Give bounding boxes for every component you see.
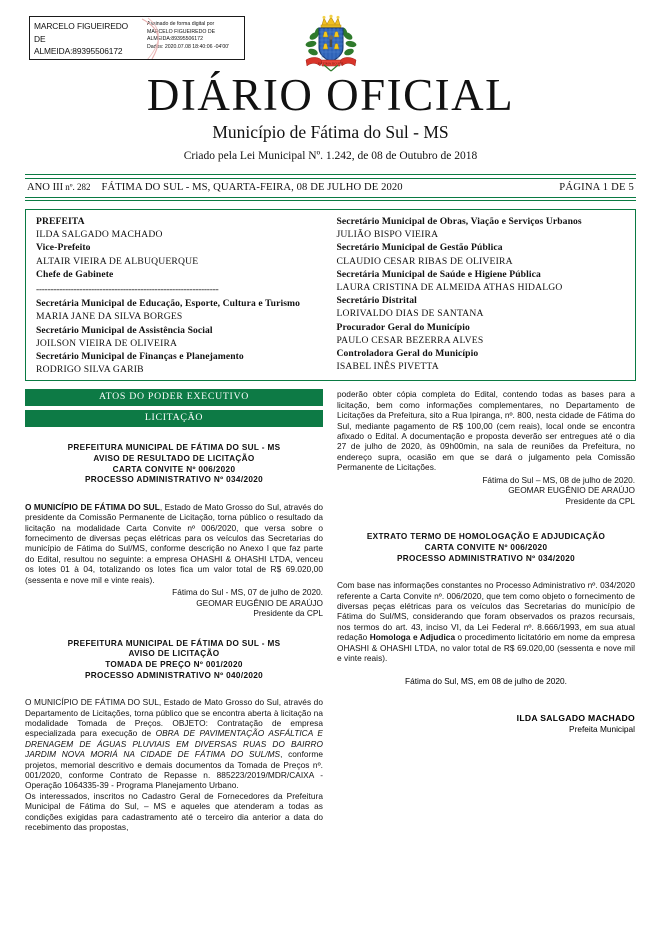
signature-detail-line-1: Assinado de forma digital por — [147, 21, 215, 27]
article1-sign-role: Presidente da CPL — [253, 608, 323, 619]
masthead-subtitle: Município de Fátima do Sul - MS — [212, 122, 449, 142]
official-name: MARIA JANE DA SILVA BORGES — [36, 311, 183, 323]
official-name: LORIVALDO DIAS DE SANTANA — [336, 308, 484, 320]
official-role: Procurador Geral do Município — [336, 321, 470, 333]
article1-heading-line-4: PROCESSO ADMINISTRATIVO Nº 034/2020 — [84, 475, 264, 485]
official-name: JULIÃO BISPO VIEIRA — [336, 229, 439, 241]
article3-heading-line-3: PROCESSO ADMINISTRATIVO Nº 034/2020 — [396, 553, 576, 563]
official-role: Secretário Municipal de Obras, Viação e Serviços Urbanos — [336, 216, 582, 227]
page-indicator: PÁGINA 1 DE 5 — [559, 181, 634, 193]
official-name: ISABEL INÊS PIVETTA — [336, 361, 439, 373]
article2-paragraph-2: Os interessados, inscritos no Cadastro Geral de Fornecedores da Prefeitura Municipal de Fátima do Sul, – MS e aqueles que atenderam a todas as condições exigidas para cadastramento até o terceiro dia anterior a data do recebimento das propostas, — [25, 790, 323, 833]
article3-heading-line-2: CARTA CONVITE Nº 006/2020 — [424, 543, 548, 553]
column-left — [25, 389, 323, 832]
article1-heading-line-3: CARTA CONVITE Nº 006/2020 — [112, 464, 236, 474]
section-bar-atos: ATOS DO PODER EXECUTIVO — [25, 389, 323, 406]
official-name: CLAUDIO CESAR RIBAS DE OLIVEIRA — [336, 255, 513, 267]
issue-number: nº. 282 — [65, 181, 91, 192]
officials-column-left — [26, 215, 331, 376]
official-role: Secretária Municipal de Educação, Esporte, Cultura e Turismo — [36, 298, 301, 310]
official-name: RODRIGO SILVA GARIB — [36, 364, 144, 376]
right-sign1-name: GEOMAR EUGÊNIO DE ARAÚJO — [508, 485, 635, 496]
article1-heading — [25, 443, 323, 485]
svg-text:FÁTIMA DO SUL: FÁTIMA DO SUL — [317, 61, 344, 66]
official-role: PREFEITA — [36, 216, 85, 227]
page-title: DIÁRIO OFICIAL — [146, 70, 515, 120]
article3-body — [337, 580, 635, 663]
issue-city-date: FÁTIMA DO SUL - MS, QUARTA-FEIRA, 08 DE JULHO DE 2020 — [101, 181, 403, 193]
official-name: JOILSON VIEIRA DE OLIVEIRA — [36, 337, 178, 349]
signature-name-line-2: DE — [34, 33, 46, 44]
article2-p1-object: OBRA DE PAVIMENTAÇÃO ASFÁLTICA E DRENAGEM DE ÁGUAS PLUVIAIS EM DIVERSAS RUAS DO BAIRRO JARDIM NOVA MORIÁ NA CIDADE DE FÁTIMA DO SUL/MS — [25, 728, 324, 760]
body-columns — [25, 389, 636, 832]
officials-box — [25, 209, 636, 381]
article1-lead: O MUNICÍPIO DE FÁTIMA DO SUL — [25, 501, 160, 512]
right-sign1-role: Presidente da CPL — [565, 495, 635, 506]
issue-year: ANO III — [27, 181, 64, 193]
right-sign1-place: Fátima do Sul – MS, 08 de julho de 2020. — [482, 474, 635, 485]
article2-heading-line-2: AVISO DE LICITAÇÃO — [128, 649, 220, 659]
signature-name-line-3: ALMEIDA:89395506172 — [34, 46, 123, 57]
article1-sign-place: Fátima do Sul - MS, 07 de julho de 2020. — [172, 587, 323, 598]
official-name: PAULO CESAR BEZERRA ALVES — [336, 334, 484, 346]
official-name: ALTAIR VIEIRA DE ALBUQUERQUE — [36, 255, 199, 267]
official-role: Controladora Geral do Município — [336, 348, 479, 360]
article3-heading — [337, 532, 635, 564]
signature-detail-line-3: ALMEIDA:89395506172 — [147, 36, 203, 43]
article1-heading-line-1: PREFEITURA MUNICIPAL DE FÁTIMA DO SUL - MS — [67, 443, 281, 453]
official-role: Secretário Municipal de Finanças e Planejamento — [36, 351, 244, 363]
article1-sign-name: GEOMAR EUGÊNIO DE ARAÚJO — [196, 597, 323, 608]
article3-heading-line-1: EXTRATO TERMO DE HOMOLOGAÇÃO E ADJUDICAÇÃO — [366, 532, 606, 542]
official-name: LAURA CRISTINA DE ALMEIDA ATHAS HIDALGO — [336, 282, 563, 294]
article3-body-part-b: o procedimento licitatório em nome da empresa OHASHI & OHASHI LTDA, no valor total de R$ 69.020,00 (sessenta e nove mil e vinte reais). — [337, 632, 636, 664]
official-role: Secretário Distrital — [336, 295, 417, 307]
article2-heading-line-1: PREFEITURA MUNICIPAL DE FÁTIMA DO SUL - MS — [67, 638, 281, 648]
coat-of-arms-icon — [298, 12, 364, 78]
article2-heading-line-3: TOMADA DE PREÇO Nº 001/2020 — [105, 660, 243, 670]
official-role: Secretária Municipal de Saúde e Higiene Pública — [336, 268, 541, 280]
right-continuation-paragraph: poderão obter cópia completa do Edital, contendo todas as bases para a licitação, bem como informações complementares, no Departamento de Licitações da Prefeitura, sito a Rua Ipiranga, nº. 800, nesta cidade de Fátima do Sul, mediante pagamento de R$ 100,00 (cem reais), local onde se encontra afixado o Edital. A documentação e proposta deverão ser entregues até o dia 27 de julho de 2020, às 09h00min, na sala de reuniões da Prefeitura, no endereço supra, ocasião em que se dará o julgamento pela Comissão Permanente de Licitações. — [337, 389, 635, 473]
masthead-law-line: Criado pela Lei Municipal Nº. 1.242, de 08 de Outubro de 2018 — [183, 150, 478, 162]
coat-of-arms — [0, 12, 661, 78]
issue-bar — [25, 174, 636, 201]
column-right — [337, 389, 635, 832]
official-role: Secretário Municipal de Gestão Pública — [336, 242, 503, 254]
article2-paragraph-1 — [25, 697, 323, 791]
official-role: Chefe de Gabinete — [36, 268, 114, 280]
official-role: Vice-Prefeito — [36, 242, 91, 254]
article3-sign-place: Fátima do Sul, MS, em 08 de julho de 2020. — [405, 675, 567, 686]
signature-detail-line-4: Dados: 2020.07.08 18:40:06 -04'00' — [147, 43, 230, 50]
official-name: ILDA SALGADO MACHADO — [36, 229, 163, 241]
article2-p1-part-a: O MUNICÍPIO DE FÁTIMA DO SUL, Estado de Mato Grosso do Sul, através do Departamento de Licitações, torna público que se encontra aberta à licitação na modalidade Tomada de Preços. OBJETO: Contratação de empresa especializada para execução de — [25, 697, 323, 739]
article1-body-text: , Estado de Mato Grosso do Sul, através do presidente da Comissão Permanente de Licitação, torna público o resultado da licitação na modalidade Carta Convite nº 006/2020, que versa sobre o fornecimento de diversas peças elétricas para os veículos das Secretarias do município de Fátima do Sul/MS, conforme descrição no Anexo I que faz parte do Edital, resultou no seguinte: a empresa OHASHI & OHASHI LTDA, venceu os lotes 01 à 04, totalizando os lotes fica um valor total de R$ 69.020,00 (sessenta e nove mil e vinte reais). — [25, 501, 324, 585]
official-role: Secretário Municipal de Assistência Social — [36, 324, 213, 336]
signature-detail-line-2: MARCELO FIGUEIREDO DE — [147, 28, 216, 35]
section-bar-licitacao: LICITAÇÃO — [25, 410, 323, 427]
article1-signature — [25, 587, 323, 619]
officials-column-right — [331, 215, 636, 376]
article3-body-bold: Homologa e Adjudica — [369, 632, 456, 643]
signature-name-line-1: MARCELO FIGUEIREDO — [34, 21, 129, 31]
right-signature-1 — [337, 475, 635, 507]
article2-heading-line-4: PROCESSO ADMINISTRATIVO Nº 040/2020 — [84, 670, 264, 680]
article1-body — [25, 502, 323, 585]
article2-heading — [25, 639, 323, 681]
article1-heading-line-2: AVISO DE RESULTADO DE LICITAÇÃO — [93, 454, 255, 464]
article3-sign-role: Prefeita Municipal — [569, 723, 635, 734]
article3-body-part-a: Com base nas informações constantes no Processo Administrativo nº. 034/2020 referente a Carta Convite nº. 006/2020, que tem como objeto o fornecimento de diversas peças elétricas para os veículos das Secretarias do município de Fátima do Sul/MS, considerando que foram observados os prazos recursais, nos termos do art. 43, inciso VI, da Lei Federal nº. 8.666/1993, em sua atual redação — [337, 580, 635, 643]
article3-sign-name: ILDA SALGADO MACHADO — [516, 712, 635, 723]
officials-separator: --------------------------------------------------------------- — [36, 284, 219, 296]
article2-p1-part-b: , conforme projetos, memorial descritivo e demais documentos da Tomada de Preços nº. 001/2020, conforme Contrato de Repasse n. 885223/2019/MDR/CAIXA - Operação 1064335-39 - Programa Planejamento Urbano. — [25, 749, 323, 791]
